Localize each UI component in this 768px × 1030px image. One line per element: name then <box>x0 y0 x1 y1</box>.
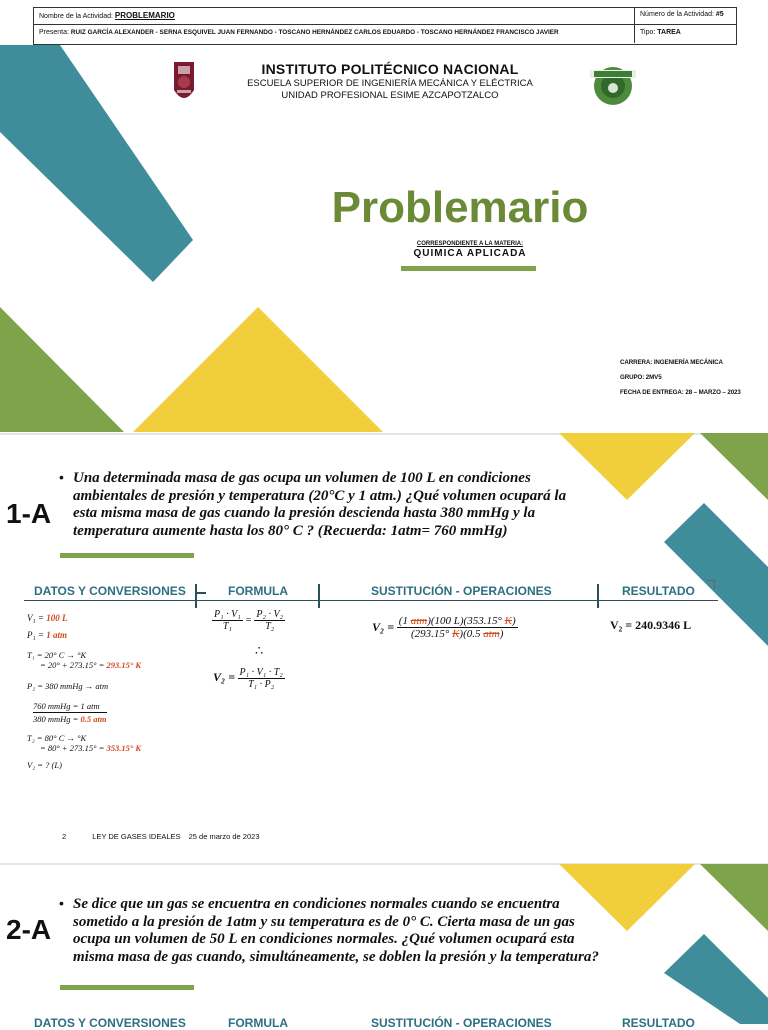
activity-value: PROBLEMARIO <box>114 11 175 20</box>
problem-1-statement <box>73 470 613 540</box>
type-label: Tipo: <box>640 29 656 36</box>
data-v1: V₁ = 100 L <box>27 613 68 623</box>
problem-2-line: Se dice que un gas se encuentra en condiciones normales cuando se encuentra <box>73 896 560 912</box>
subject-block <box>380 241 560 259</box>
data-t1-line1: T₁ = 20° C → °K <box>27 650 87 660</box>
header-row-presenter <box>34 25 736 43</box>
activity-number-value: #5 <box>715 11 724 18</box>
activity-label: Nombre de la Actividad: <box>39 13 113 20</box>
col-header-data-2: DATOS Y CONVERSIONES <box>34 1016 186 1030</box>
footer-date: 25 de marzo de 2023 <box>188 832 260 841</box>
green-triangle-shape <box>0 307 124 432</box>
col-header-substitution-2: SUSTITUCIÓN - OPERACIONES <box>371 1016 552 1030</box>
activity-header-table <box>33 7 737 45</box>
page-footer <box>62 832 266 841</box>
col-header-result-2: RESULTADO <box>622 1016 695 1030</box>
cover-title: Problemario <box>331 183 589 232</box>
footer-topic: LEY DE GASES IDEALES <box>92 832 181 841</box>
problem-1-underline <box>60 553 194 558</box>
subject-caption: CORRESPONDIENTE A LA MATERIA: <box>416 241 524 247</box>
career-text: CARRERA: INGENIERÍA MECÁNICA <box>620 359 723 366</box>
column-separator <box>597 584 599 608</box>
institution-school: ESCUELA SUPERIOR DE INGENIERÍA MECÁNICA Y ELÉCTRICA <box>247 78 533 89</box>
due-date-text: FECHA DE ENTREGA: 28 – MARZO – 2023 <box>620 389 741 396</box>
col-header-result: RESULTADO <box>622 584 695 598</box>
formula-therefore: ∴ <box>255 643 264 658</box>
problem-2-line: sometido a la presión de 1atm y su temperatura es de 0° C. Cierta masa de un gas <box>73 913 575 930</box>
institution-block <box>220 61 560 101</box>
data-p1: P₁ = 1 atm <box>27 630 67 640</box>
problem-1-line: temperatura aumente hasta los 80° C ? (Recuerda: 1atm= 760 mmHg) <box>73 522 508 539</box>
data-p2: P₂ = 380 mmHg → atm <box>27 681 109 691</box>
column-separator <box>318 584 320 608</box>
activity-number-cell <box>634 8 737 24</box>
activity-number-label: Número de la Actividad: <box>640 11 714 18</box>
problem-1-bullet: • <box>59 469 64 485</box>
subject-name: QUIMICA APLICADA <box>413 248 527 259</box>
problem-2-line: ocupa un volumen de 50 L en condiciones normales. ¿Qué volumen ocupará esta <box>73 931 575 947</box>
problem-1-line: Una determinada masa de gas ocupa un volumen de 100 L en condiciones <box>73 470 531 486</box>
presenter-label: Presenta: <box>39 29 69 36</box>
problem-1-line: ambientales de presión y temperatura (20°C y 1 atm.) ¿Qué volumen ocupará la <box>73 487 567 504</box>
data-v2: V₂ = ? (L) <box>27 760 62 770</box>
col-header-formula-2: FORMULA <box>228 1016 288 1030</box>
ipn-logo <box>168 60 200 106</box>
formula-combined-gas-law: $\frac{\text{P₁ · V₁}}{\text{T₁}}$ = $\frac{\text{P₂ · V₂}}{\text{T₂}}$ <box>214 609 284 632</box>
teal-diagonal-band-shape-2 <box>664 934 768 1024</box>
formula-solved-v2: V₂ = $\frac{\text{P₁ · V₁ · T₂}}{\text{T₁ · P₂}}$ <box>213 667 283 690</box>
yellow-triangle-shape <box>133 307 383 432</box>
table-corner-mark <box>706 580 715 589</box>
institution-unit: UNIDAD PROFESIONAL ESIME AZCAPOTZALCO <box>281 90 499 101</box>
footer-page-number: 2 <box>62 832 67 841</box>
problem-1-number: 1-A <box>6 498 52 529</box>
col-header-data: DATOS Y CONVERSIONES <box>34 584 186 598</box>
column-separator <box>196 592 206 594</box>
subject-underline <box>401 266 536 271</box>
column-separator <box>195 584 197 608</box>
col-header-substitution: SUSTITUCIÓN - OPERACIONES <box>371 584 552 598</box>
header-row-activity <box>34 8 736 25</box>
problem-2-statement <box>73 896 653 966</box>
problem-2-line: misma masa de gas cuando, simultáneamente, se doblen la presión y la temperatura? <box>73 948 599 965</box>
problem-2-number: 2-A <box>6 914 52 945</box>
teal-band-shape <box>0 45 193 282</box>
institution-name: INSTITUTO POLITÉCNICO NACIONAL <box>261 61 519 77</box>
result-value: V₂ = 240.9346 L <box>610 618 692 632</box>
col-header-formula: FORMULA <box>228 584 288 598</box>
presenter-value: RUIZ GARCÍA ALEXANDER - SERNA ESQUIVEL JUAN FERNANDO - TOSCANO HERNÁNDEZ CARLOS EDUARDO - TOSCANO HERNÁNDEZ FRANCISCO JAVIER <box>70 29 559 36</box>
type-cell <box>634 25 737 43</box>
type-value: TAREA <box>657 29 681 36</box>
green-corner-triangle-shape-2 <box>700 864 768 931</box>
table-rule <box>24 600 718 601</box>
green-corner-triangle-shape <box>700 433 768 500</box>
group-text: GRUPO: 2MV5 <box>620 374 662 381</box>
problem-2-underline <box>60 985 194 990</box>
substitution-expression: V₂ = $\frac{\text{(1 atm)(100 L)(353.15° K)}}{\text{(293.15° K)(0.5 atm)}}$ <box>372 615 516 640</box>
data-t1-line2: = 20° + 273.15° = 293.15° K <box>40 660 142 670</box>
esime-logo <box>584 58 642 108</box>
data-t2-line1: T₂ = 80° C → °K <box>27 733 87 743</box>
problem-1-line: esta misma masa de gas cuando la presión descienda hasta 380 mmHg y la <box>73 505 536 521</box>
data-conversion: 760 mmHg = 1 atm 380 mmHg = 0.5 atm <box>33 701 107 724</box>
problem-2-bullet: • <box>59 895 64 911</box>
data-t2-line2: = 80° + 273.15° = 353.15° K <box>40 743 142 753</box>
